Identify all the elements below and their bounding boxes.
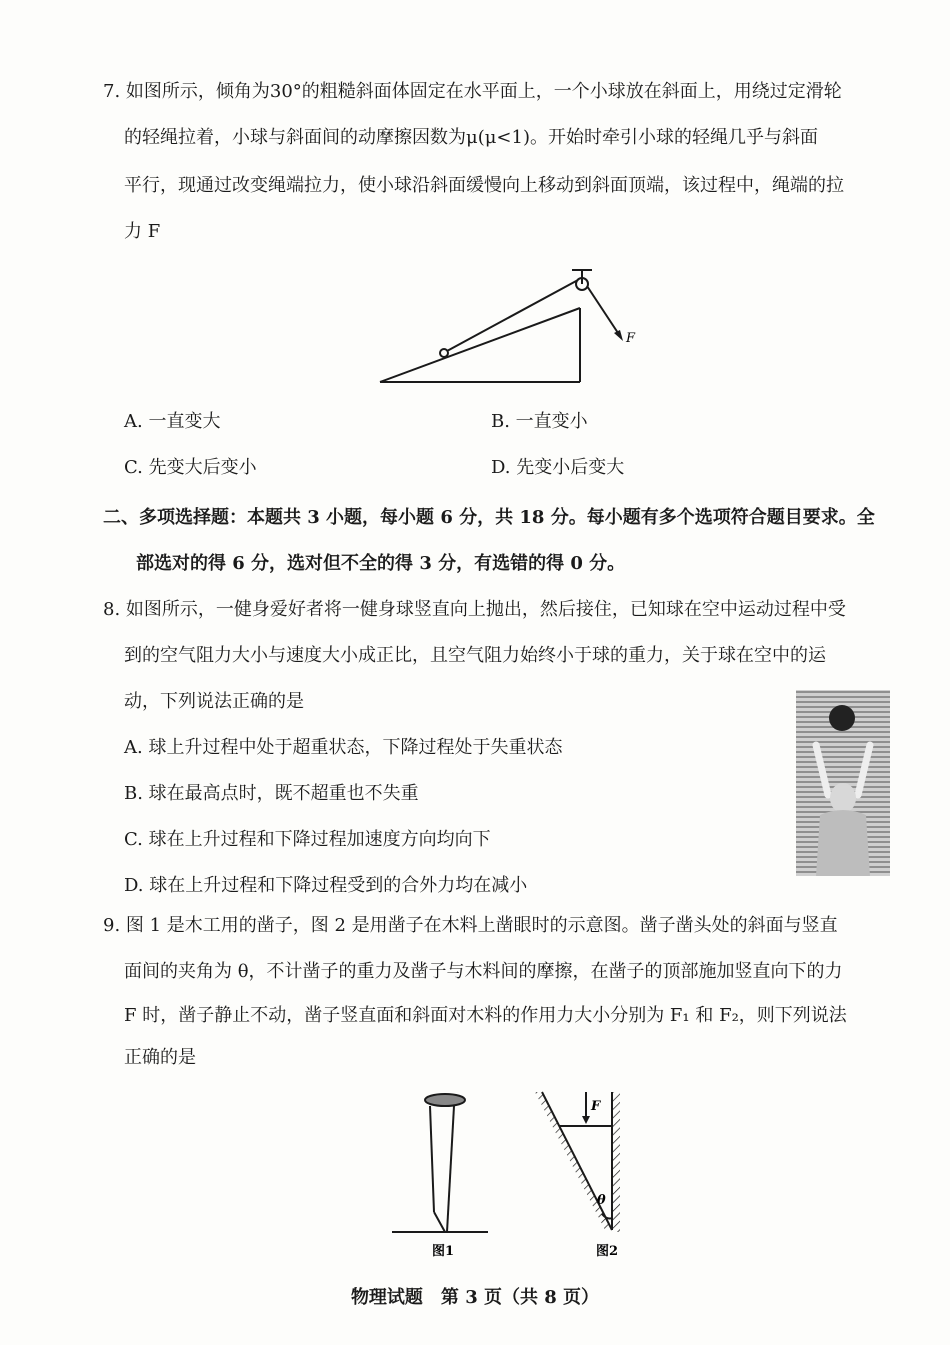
figure-1-label: 图1 — [432, 1244, 455, 1259]
q8-option-b: B. 球在最高点时，既不超重也不失重 — [124, 783, 419, 804]
q8-line-2: 到的空气阻力大小与速度大小成正比，且空气阻力始终小于球的重力，关于球在空中的运 — [124, 645, 826, 666]
chisel-left-edge — [430, 1106, 434, 1212]
figure-2-theta-label: θ — [597, 1193, 606, 1208]
q7-line-4: 力 F — [124, 221, 161, 242]
wood-slope-surface — [542, 1092, 612, 1230]
q7-incline-figure — [370, 262, 650, 392]
q8-option-a: A. 球上升过程中处于超重状态，下降过程处于失重状态 — [124, 737, 563, 758]
q7-force-label: F — [626, 331, 636, 346]
q7-option-c: C. 先变大后变小 — [124, 457, 257, 478]
q8-line-3: 动，下列说法正确的是 — [124, 691, 304, 712]
force-arrow — [614, 330, 623, 341]
q9-line-2: 面间的夹角为 θ，不计凿子的重力及凿子与木料间的摩擦，在凿子的顶部施加竖直向下的力 — [124, 961, 843, 982]
rope-to-hand — [587, 286, 620, 336]
q9-line-1: 9. 图 1 是木工用的凿子，图 2 是用凿子在木料上凿眼时的示意图。凿子凿头处的斜面与竖直 — [103, 915, 838, 936]
medicine-ball — [829, 705, 855, 731]
q9-figure-2-chisel-in-wood — [530, 1090, 630, 1265]
incline-slope — [380, 308, 580, 382]
figure-2-label: 图2 — [596, 1244, 619, 1259]
section2-heading-line-2: 部选对的得 6 分，选对但不全的得 3 分，有选错的得 0 分。 — [136, 553, 626, 574]
q9-line-3: F 时，凿子静止不动，凿子竖直面和斜面对木料的作用力大小分别为 F₁ 和 F₂，则下列说法 — [124, 1005, 847, 1026]
q9-figure-1-chisel — [390, 1090, 500, 1265]
q8-option-d: D. 球在上升过程和下降过程受到的合外力均在减小 — [124, 875, 528, 896]
chisel-right-edge — [447, 1106, 454, 1232]
q7-option-b: B. 一直变小 — [491, 411, 588, 432]
q8-line-1: 8. 如图所示，一健身爱好者将一健身球竖直向上抛出，然后接住，已知球在空中运动过程中受 — [103, 599, 846, 620]
chisel-handle-top — [425, 1094, 465, 1106]
head — [830, 783, 856, 813]
q7-option-a: A. 一直变大 — [124, 411, 221, 432]
section2-heading-line-1: 二、多项选择题：本题共 3 小题，每小题 6 分，共 18 分。每小题有多个选项符合题目要求。全 — [103, 507, 875, 528]
q7-line-2: 的轻绳拉着，小球与斜面间的动摩擦因数为μ(μ<1)。开始时牵引小球的轻绳几乎与斜面 — [124, 127, 818, 148]
figure-2-force-label: F — [591, 1099, 601, 1114]
q8-option-c: C. 球在上升过程和下降过程加速度方向均向下 — [124, 829, 491, 850]
q9-line-4: 正确的是 — [124, 1047, 196, 1068]
left-arm — [816, 745, 828, 795]
page-footer: 物理试题 第 3 页（共 8 页） — [350, 1287, 600, 1308]
torso — [816, 810, 870, 876]
chisel-bevel — [434, 1212, 445, 1232]
q7-option-d: D. 先变小后变大 — [491, 457, 625, 478]
q7-line-3: 平行，现通过改变绳端拉力，使小球沿斜面缓慢向上移动到斜面顶端，该过程中，绳端的拉 — [124, 175, 844, 196]
q7-line-1: 7. 如图所示，倾角为30°的粗糙斜面体固定在水平面上，一个小球放在斜面上，用绕过定滑轮 — [103, 81, 842, 102]
right-arm — [858, 745, 870, 795]
force-arrow-head — [582, 1116, 590, 1124]
fitness-ball-photo — [796, 690, 890, 876]
wood-right-hatch — [612, 1092, 620, 1232]
